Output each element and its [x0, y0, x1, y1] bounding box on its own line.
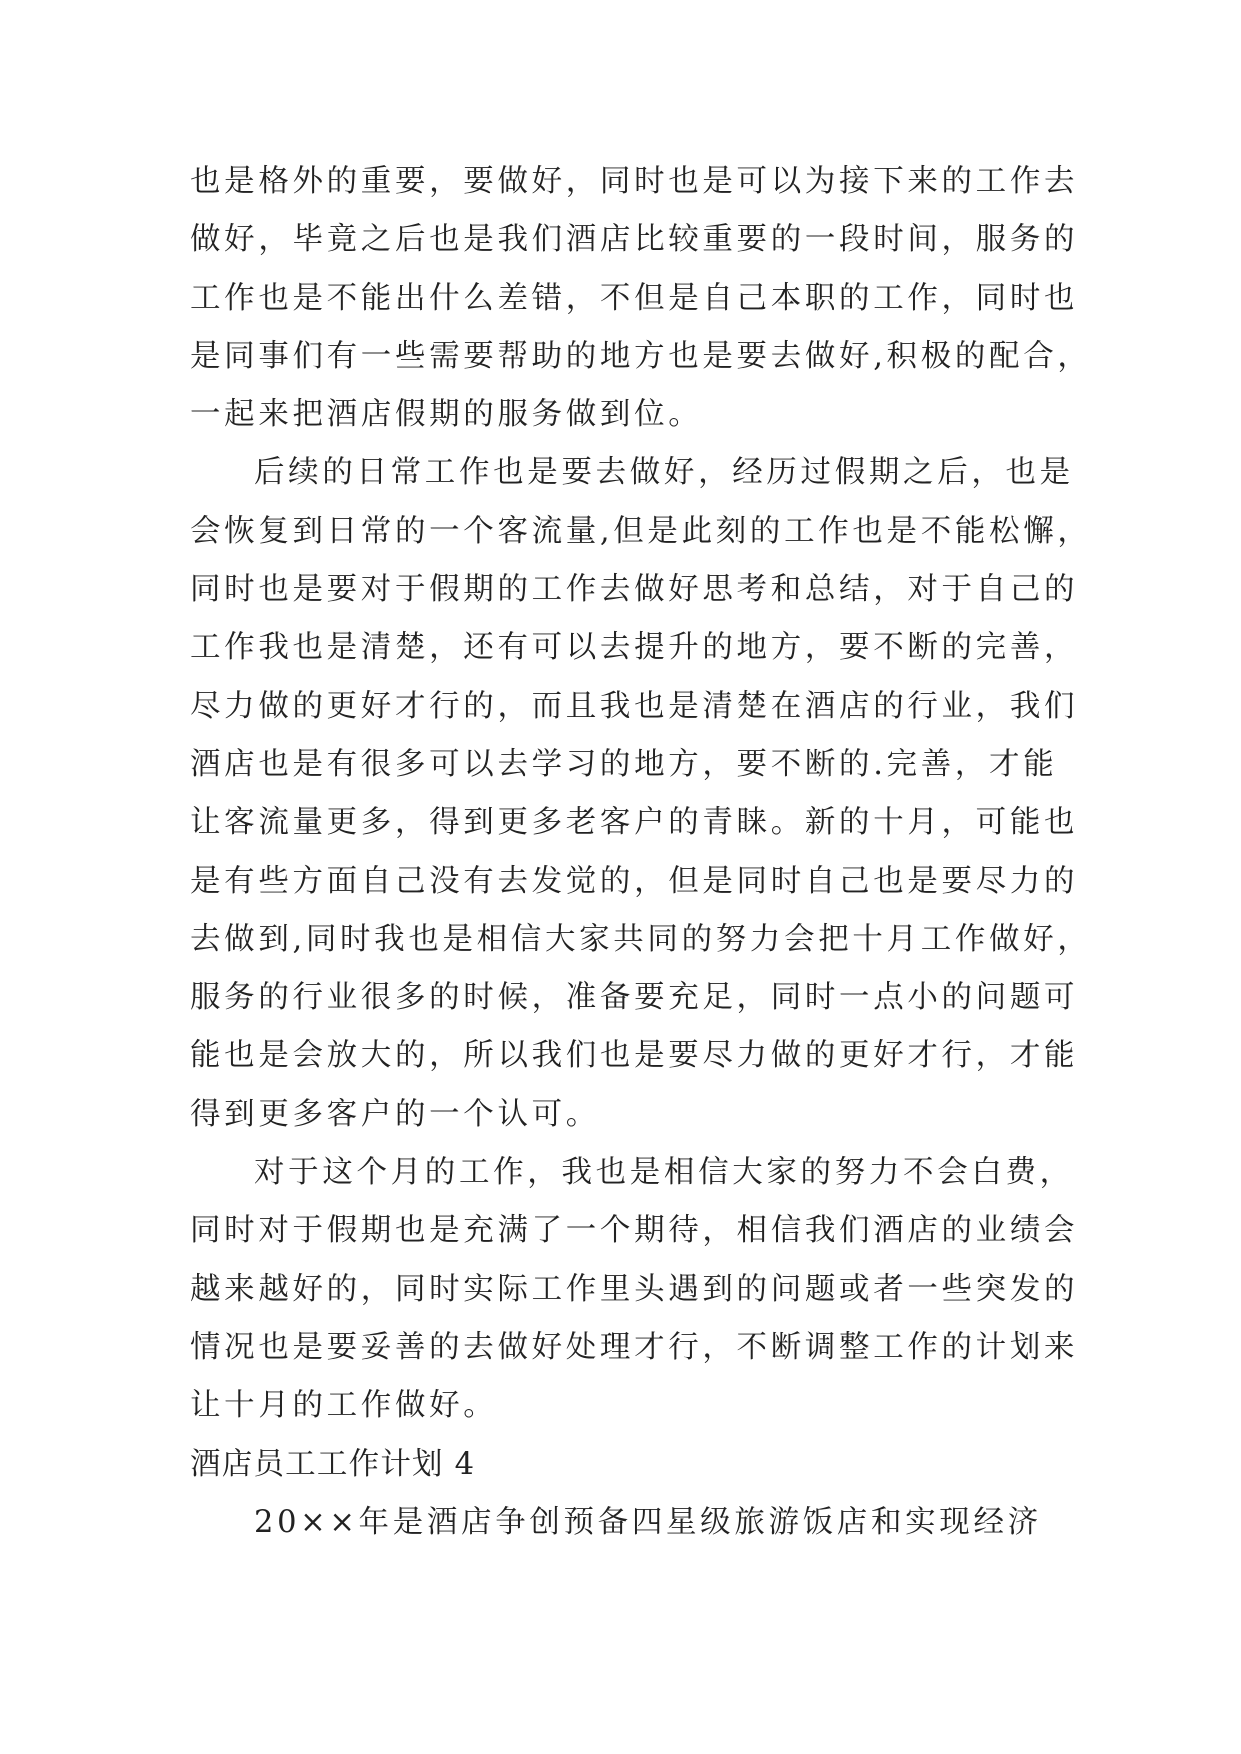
text-line: 服务的行业很多的时候，准备要充足，同时一点小的问题可	[190, 980, 1079, 1016]
text-line: 20××年是酒店争创预备四星级旅游饭店和实现经济	[254, 1504, 1042, 1540]
text-line: 会恢复到日常的一个客流量,但是此刻的工作也是不能松懈，	[190, 513, 1092, 549]
text-line: 对于这个月的工作，我也是相信大家的努力不会白费，	[254, 1155, 1074, 1191]
text-line: 是有些方面自己没有去发觉的，但是同时自己也是要尽力的	[190, 863, 1079, 899]
paragraph-4	[190, 1494, 1050, 1552]
text-line: 一起来把酒店假期的服务做到位。	[190, 397, 703, 433]
paragraph-2	[190, 444, 1092, 1144]
text-line: 得到更多客户的一个认可。	[190, 1096, 600, 1132]
text-line: 后续的日常工作也是要去做好，经历过假期之后，也是	[254, 455, 1074, 491]
text-line: 能也是会放大的，所以我们也是要尽力做的更好才行，才能	[190, 1038, 1079, 1074]
text-line: 做好，毕竟之后也是我们酒店比较重要的一段时间，服务的	[190, 222, 1079, 258]
text-line: 工作也是不能出什么差错，不但是自己本职的工作，同时也	[190, 280, 1079, 316]
text-line: 越来越好的，同时实际工作里头遇到的问题或者一些突发的	[190, 1271, 1079, 1307]
paragraph-3	[190, 1144, 1079, 1435]
document-body	[190, 153, 1092, 1552]
text-line: 也是格外的重要，要做好，同时也是可以为接下来的工作去	[190, 164, 1079, 199]
text-line: 同时也是要对于假期的工作去做好思考和总结，对于自己的	[190, 572, 1079, 608]
text-line: 让客流量更多，得到更多老客户的青睐。新的十月，可能也	[190, 805, 1079, 841]
text-line: 让十月的工作做好。	[190, 1388, 498, 1424]
text-line: 是同事们有一些需要帮助的地方也是要去做好,积极的配合，	[190, 338, 1092, 374]
text-line: 尽力做的更好才行的，而且我也是清楚在酒店的行业，我们	[190, 688, 1079, 724]
text-line: 去做到,同时我也是相信大家共同的努力会把十月工作做好，	[190, 921, 1092, 957]
text-line: 情况也是要妥善的去做好处理才行，不断调整工作的计划来	[190, 1329, 1079, 1365]
text-line: 同时对于假期也是充满了一个期待，相信我们酒店的业绩会	[190, 1213, 1079, 1249]
text-line: 酒店也是有很多可以去学习的地方，要不断的.完善，才能	[190, 746, 1058, 782]
section-heading: 酒店员工工作计划 4	[190, 1446, 476, 1482]
paragraph-1	[190, 153, 1092, 444]
text-line: 工作我也是清楚，还有可以去提升的地方，要不断的完善，	[190, 630, 1079, 666]
